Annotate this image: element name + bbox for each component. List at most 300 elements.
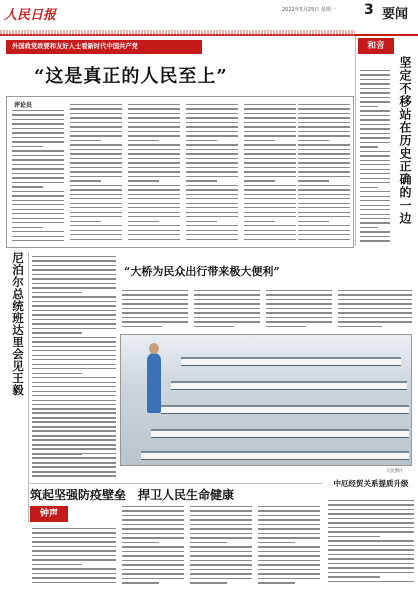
- text-line: [360, 191, 390, 192]
- text-line: [258, 519, 320, 520]
- photo-credit: 人民图片: [386, 469, 404, 474]
- text-line: [258, 573, 320, 574]
- text-line: [186, 189, 238, 190]
- text-line: [32, 568, 116, 569]
- text-line: [360, 92, 390, 93]
- text-line: [258, 546, 320, 547]
- text-line: [32, 457, 116, 458]
- text-line: [258, 533, 320, 534]
- text-line: [328, 558, 414, 559]
- text-line: [32, 256, 116, 257]
- text-line: [360, 205, 390, 206]
- text-line: [194, 317, 260, 318]
- text-line: [32, 350, 116, 351]
- text-line: [70, 126, 122, 127]
- text-line: [338, 321, 412, 322]
- text-line: [360, 146, 378, 147]
- photo-machine-row: [161, 405, 409, 414]
- text-line: [32, 269, 116, 270]
- text-line: [128, 108, 180, 109]
- text-line: [32, 564, 82, 565]
- text-line: [128, 117, 180, 118]
- text-line: [32, 573, 116, 574]
- text-line: [360, 115, 390, 116]
- text-line: [32, 310, 116, 311]
- text-line: [128, 198, 180, 199]
- text-line: [328, 581, 414, 582]
- text-line: [32, 391, 116, 392]
- text-line: [360, 83, 390, 84]
- text-line: [298, 135, 350, 136]
- text-line: [12, 128, 64, 129]
- text-line: [122, 519, 184, 520]
- text-line: [12, 168, 64, 169]
- text-line: [258, 515, 320, 516]
- text-line: [360, 187, 378, 188]
- text-line: [32, 475, 116, 476]
- text-line: [328, 536, 380, 537]
- text-line: [194, 290, 260, 291]
- lead-body-col-2: [70, 104, 122, 243]
- text-line: [298, 234, 350, 235]
- text-line: [244, 216, 296, 217]
- text-line: [194, 312, 260, 313]
- text-line: [360, 137, 390, 138]
- text-line: [32, 453, 116, 454]
- text-line: [328, 522, 414, 523]
- text-line: [32, 532, 116, 533]
- text-line: [32, 471, 116, 472]
- text-line: [360, 155, 390, 156]
- text-line: [190, 533, 252, 534]
- text-line: [32, 377, 116, 378]
- text-line: [122, 312, 188, 313]
- trade-body-col: [328, 500, 414, 585]
- text-line: [128, 230, 180, 231]
- bridge-article-title: “大桥为民众出行带来极大便利”: [124, 265, 280, 278]
- text-line: [70, 225, 122, 226]
- text-line: [360, 110, 390, 111]
- text-line: [186, 153, 238, 154]
- text-line: [32, 355, 116, 356]
- text-line: [360, 240, 390, 241]
- text-line: [122, 546, 184, 547]
- text-line: [360, 200, 390, 201]
- text-line: [12, 141, 64, 142]
- text-line: [244, 198, 296, 199]
- text-line: [128, 149, 180, 150]
- text-line: [128, 212, 180, 213]
- text-line: [32, 541, 116, 542]
- text-line: [338, 303, 412, 304]
- text-line: [244, 221, 275, 222]
- text-line: [32, 439, 116, 440]
- text-line: [190, 524, 252, 525]
- text-line: [244, 180, 275, 181]
- text-line: [186, 108, 238, 109]
- text-line: [266, 317, 332, 318]
- text-line: [32, 444, 82, 445]
- text-line: [122, 542, 159, 543]
- text-line: [128, 171, 180, 172]
- text-line: [32, 373, 82, 374]
- text-line: [244, 167, 296, 168]
- text-line: [244, 144, 296, 145]
- text-line: [186, 149, 238, 150]
- text-line: [360, 128, 390, 129]
- text-line: [298, 122, 350, 123]
- text-line: [360, 196, 390, 197]
- text-line: [186, 140, 217, 141]
- text-line: [32, 528, 116, 529]
- text-line: [70, 140, 101, 141]
- text-line: [328, 563, 414, 564]
- text-line: [32, 337, 116, 338]
- lead-body-col-6: [298, 104, 350, 243]
- text-line: [298, 117, 350, 118]
- text-line: [186, 113, 238, 114]
- text-line: [244, 149, 296, 150]
- text-line: [70, 185, 122, 186]
- text-line: [32, 319, 116, 320]
- text-line: [258, 560, 320, 561]
- text-line: [128, 104, 180, 105]
- text-line: [32, 448, 116, 449]
- text-line: [266, 312, 332, 313]
- text-line: [244, 203, 296, 204]
- text-line: [298, 171, 350, 172]
- text-line: [360, 88, 390, 89]
- text-line: [32, 537, 116, 538]
- photo-worker-head: [149, 343, 159, 354]
- text-line: [12, 132, 64, 133]
- bridge-body-col-3: [266, 290, 332, 330]
- text-line: [12, 164, 64, 165]
- text-line: [32, 301, 116, 302]
- text-line: [298, 153, 350, 154]
- text-line: [186, 167, 238, 168]
- text-line: [12, 240, 64, 241]
- text-line: [244, 185, 296, 186]
- text-line: [328, 527, 414, 528]
- text-line: [360, 222, 390, 223]
- text-line: [190, 564, 252, 565]
- text-line: [32, 582, 116, 583]
- text-line: [32, 417, 116, 418]
- text-line: [12, 114, 64, 115]
- editor-note-title: 评论员: [14, 102, 33, 109]
- text-line: [298, 167, 350, 168]
- text-line: [32, 314, 116, 315]
- text-line: [128, 122, 180, 123]
- text-line: [128, 185, 180, 186]
- text-line: [360, 182, 390, 183]
- text-line: [258, 528, 320, 529]
- text-line: [122, 560, 184, 561]
- text-line: [122, 528, 184, 529]
- text-line: [186, 225, 238, 226]
- text-line: [190, 542, 227, 543]
- text-line: [328, 531, 414, 532]
- text-line: [298, 140, 329, 141]
- text-line: [32, 260, 116, 261]
- text-line: [186, 176, 238, 177]
- text-line: [70, 230, 122, 231]
- text-line: [12, 182, 64, 183]
- text-line: [122, 582, 159, 583]
- text-line: [128, 140, 159, 141]
- text-line: [186, 117, 238, 118]
- text-line: [190, 528, 252, 529]
- text-line: [70, 212, 122, 213]
- epidemic-article-title: 筑起坚强防疫壁垒 捍卫人民生命健康: [30, 488, 235, 502]
- text-line: [12, 123, 64, 124]
- text-line: [186, 104, 238, 105]
- text-line: [128, 207, 180, 208]
- text-line: [190, 515, 252, 516]
- text-line: [190, 582, 227, 583]
- text-line: [70, 117, 122, 118]
- text-line: [190, 555, 252, 556]
- text-line: [338, 317, 412, 318]
- text-line: [70, 108, 122, 109]
- text-line: [298, 104, 350, 105]
- text-line: [122, 533, 184, 534]
- text-line: [298, 176, 350, 177]
- text-line: [122, 321, 188, 322]
- text-line: [298, 185, 350, 186]
- text-line: [258, 542, 295, 543]
- text-line: [32, 577, 116, 578]
- masthead: [0, 0, 418, 36]
- text-line: [244, 194, 296, 195]
- text-line: [360, 133, 390, 134]
- text-line: [12, 200, 64, 201]
- text-line: [244, 126, 296, 127]
- text-line: [244, 113, 296, 114]
- text-line: [244, 104, 296, 105]
- text-line: [298, 158, 350, 159]
- text-line: [32, 550, 116, 551]
- text-line: [122, 303, 188, 304]
- text-line: [258, 569, 320, 570]
- text-line: [12, 159, 64, 160]
- lead-body-col-3: [128, 104, 180, 243]
- text-line: [32, 435, 116, 436]
- text-line: [70, 149, 122, 150]
- bridge-body-col-4: [338, 290, 412, 330]
- text-line: [32, 292, 82, 293]
- text-line: [32, 287, 116, 288]
- text-line: [12, 155, 64, 156]
- lead-body-col-5: [244, 104, 296, 243]
- text-line: [194, 326, 234, 327]
- text-line: [12, 110, 64, 111]
- text-line: [258, 537, 320, 538]
- text-line: [32, 430, 116, 431]
- text-line: [266, 303, 332, 304]
- text-line: [194, 294, 260, 295]
- text-line: [12, 231, 64, 232]
- text-line: [258, 555, 320, 556]
- text-line: [244, 230, 296, 231]
- text-line: [298, 189, 350, 190]
- text-line: [258, 564, 320, 565]
- text-line: [70, 162, 122, 163]
- text-line: [190, 519, 252, 520]
- left-column-separator: [28, 252, 29, 522]
- text-line: [186, 144, 238, 145]
- text-line: [12, 236, 64, 237]
- text-line: [32, 346, 116, 347]
- text-line: [186, 216, 238, 217]
- text-line: [12, 119, 64, 120]
- text-line: [360, 231, 390, 232]
- text-line: [122, 506, 184, 507]
- photo-machine-row: [181, 357, 401, 366]
- text-line: [244, 234, 296, 235]
- text-line: [128, 225, 180, 226]
- text-line: [338, 294, 412, 295]
- text-line: [266, 290, 332, 291]
- text-line: [128, 180, 159, 181]
- text-line: [128, 135, 180, 136]
- text-line: [328, 576, 380, 577]
- photo-machine-row: [141, 451, 409, 460]
- right-column-separator: [355, 36, 356, 246]
- text-line: [32, 466, 116, 467]
- text-line: [360, 164, 390, 165]
- text-line: [70, 104, 122, 105]
- text-line: [32, 305, 116, 306]
- bell-body-col-3: [190, 506, 252, 587]
- text-line: [32, 382, 116, 383]
- text-line: [128, 189, 180, 190]
- commentary-title: 坚定不移站在历史正确的一边: [398, 56, 412, 225]
- text-line: [266, 294, 332, 295]
- text-line: [298, 239, 350, 240]
- text-line: [12, 222, 64, 223]
- text-line: [12, 150, 64, 151]
- text-line: [70, 207, 122, 208]
- text-line: [338, 290, 412, 291]
- bridge-body-col-1: [122, 290, 188, 330]
- text-line: [328, 549, 414, 550]
- text-line: [360, 106, 378, 107]
- text-line: [70, 189, 122, 190]
- text-line: [266, 308, 332, 309]
- text-line: [32, 328, 116, 329]
- text-line: [32, 546, 116, 547]
- lead-banner: 外国政党政要和友好人士看新时代中国共产党: [6, 40, 202, 54]
- photo-machine-row: [171, 381, 407, 390]
- text-line: [298, 230, 350, 231]
- text-line: [338, 312, 412, 313]
- text-line: [128, 194, 180, 195]
- text-line: [70, 122, 122, 123]
- text-line: [190, 573, 252, 574]
- text-line: [328, 540, 414, 541]
- text-line: [32, 462, 116, 463]
- text-line: [328, 567, 414, 568]
- text-line: [190, 551, 252, 552]
- text-line: [244, 158, 296, 159]
- text-line: [32, 359, 116, 360]
- text-line: [128, 234, 180, 235]
- text-line: [128, 131, 180, 132]
- vertical-headline: 尼泊尔总统班达里会见王毅: [11, 252, 25, 396]
- text-line: [298, 113, 350, 114]
- text-line: [186, 162, 238, 163]
- text-line: [12, 137, 64, 138]
- text-line: [122, 524, 184, 525]
- text-line: [298, 212, 350, 213]
- text-line: [70, 158, 122, 159]
- text-line: [244, 176, 296, 177]
- text-line: [12, 195, 64, 196]
- text-line: [190, 578, 252, 579]
- text-line: [128, 239, 180, 240]
- text-line: [360, 101, 390, 102]
- text-line: [122, 317, 188, 318]
- text-line: [186, 194, 238, 195]
- text-line: [122, 578, 184, 579]
- text-line: [186, 122, 238, 123]
- text-line: [32, 404, 116, 405]
- masthead-decor-rule: [0, 30, 355, 36]
- text-line: [338, 326, 382, 327]
- text-line: [122, 299, 188, 300]
- text-line: [122, 515, 184, 516]
- commentary-column-badge: 和音: [358, 38, 394, 54]
- left-lower-body-col: [32, 408, 116, 480]
- text-line: [12, 173, 64, 174]
- text-line: [186, 126, 238, 127]
- text-line: [298, 126, 350, 127]
- text-line: [258, 578, 320, 579]
- text-line: [122, 537, 184, 538]
- text-line: [32, 559, 116, 560]
- text-line: [258, 506, 320, 507]
- text-line: [244, 131, 296, 132]
- text-line: [298, 207, 350, 208]
- text-line: [258, 524, 320, 525]
- text-line: [244, 140, 275, 141]
- text-line: [32, 332, 82, 333]
- text-line: [186, 234, 238, 235]
- text-line: [190, 506, 252, 507]
- text-line: [298, 216, 350, 217]
- text-line: [298, 144, 350, 145]
- text-line: [128, 153, 180, 154]
- text-line: [360, 70, 390, 71]
- text-line: [128, 126, 180, 127]
- text-line: [194, 299, 260, 300]
- text-line: [32, 395, 116, 396]
- text-line: [12, 204, 64, 205]
- text-line: [266, 299, 332, 300]
- text-line: [244, 189, 296, 190]
- text-line: [186, 203, 238, 204]
- text-line: [186, 207, 238, 208]
- text-line: [360, 209, 390, 210]
- text-line: [70, 180, 101, 181]
- factory-photo: [120, 334, 412, 466]
- page-number: 3: [364, 2, 374, 18]
- text-line: [122, 326, 162, 327]
- text-line: [360, 173, 390, 174]
- text-line: [12, 227, 43, 228]
